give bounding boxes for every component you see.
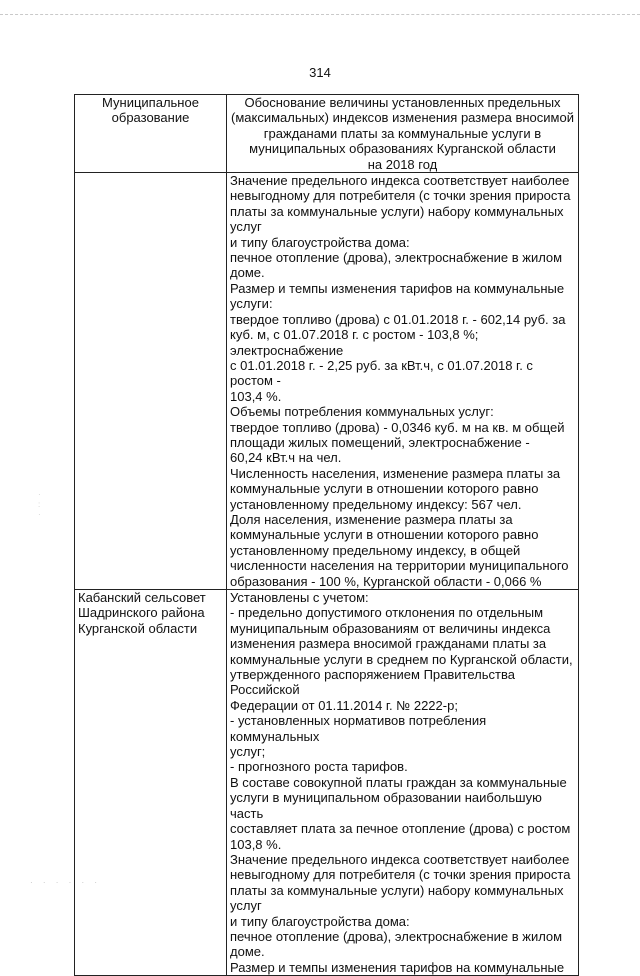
row1-justification-text: Значение предельного индекса соответствует наиболее невыгодному для потребителя (с точки зрения прироста платы за коммунальные услуги) набору коммунальных услуг и типу благоустройства дома: печное отопление (дрова), электроснабжение в жилом доме. Размер и темпы изменения тарифов на коммунальные услуги: твердое топливо (дрова) с 01.01.2018 г. - 602,14 руб. за куб. м, с 01.07.2018 г. с ростом - 103,8 %; электроснабжение с 01.01.2018 г. - 2,25 руб. за кВт.ч, с 01.07.2018 г. с ростом - 103,4 %. Объемы потребления коммунальных услуг: твердое топливо (дрова) - 0,0346 куб. м на кв. м общей площади жилых помещений, электроснабжение - 60,24 кВт.ч на чел. Численность населения, изменение размера платы за коммунальные услуги в отношении которого равно установленному предельному индексу: 567 чел. Доля населения, изменение размера платы за коммунальные услуги в отношении которого равно установленному предельному индексу, в общей численности населения на территории муниципального образования - 100 %, Курганской области - 0,066 % (230, 173, 571, 589)
table-row (75, 173, 579, 590)
row1-justification (227, 173, 579, 590)
header-municipality: Муниципальное образование (75, 95, 227, 173)
table-row (75, 590, 579, 976)
row2-justification (227, 590, 579, 976)
justification-table (74, 94, 579, 976)
page-number: 314 (309, 65, 331, 80)
row1-municipality (75, 173, 227, 590)
scan-margin-marks: · : · (38, 490, 41, 519)
row2-justification-text: Установлены с учетом: - предельно допустимого отклонения по отдельным муниципальным образованиям от величины индекса изменения размера вносимой гражданами платы за коммунальные услуги в среднем по Курганской области, утвержденного распоряжением Правительства Российской Федерации от 01.11.2014 г. № 2222-р; - установленных нормативов потребления коммунальных услуг; - прогнозного роста тарифов. В составе совокупной платы граждан за коммунальные услуги в муниципальном образовании наибольшую часть составляет плата за печное отопление (дрова) с ростом 103,8 %. Значение предельного индекса соответствует наиболее невыгодному для потребителя (с точки зрения прироста платы за коммунальные услуги) набору коммунальных услуг и типу благоустройства дома: печное отопление (дрова), электроснабжение в жилом доме. Размер и темпы изменения тарифов на коммунальные (230, 590, 573, 975)
table-header-row (75, 95, 579, 173)
header-justification: Обоснование величины установленных предельных (максимальных) индексов изменения размера вносимой гражданами платы за коммунальные услуги в муниципальных образованиях Курганской области на 2018 год (227, 95, 579, 173)
scan-top-rule (0, 14, 640, 15)
row2-municipality: Кабанский сельсовет Шадринского района Курганской области (75, 590, 227, 976)
scan-bottom-marks: · · · · · · (30, 878, 102, 887)
